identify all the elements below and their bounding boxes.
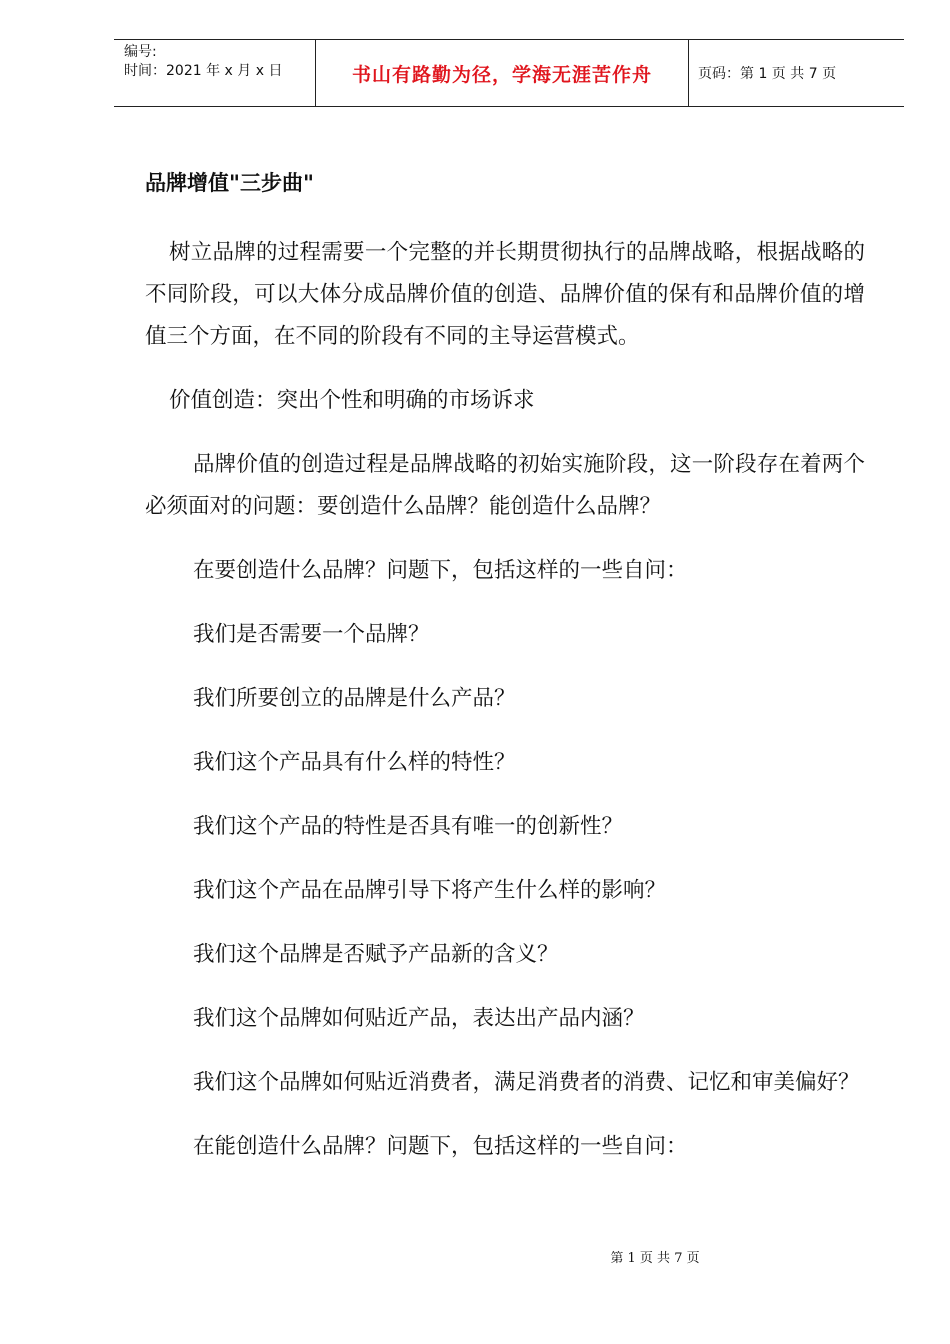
header-page-info: 页码：第 1 页 共 7 页 (698, 66, 837, 82)
number-label: 编号: (124, 44, 157, 60)
paragraph: 树立品牌的过程需要一个完整的并长期贯彻执行的品牌战略，根据战略的不同阶段，可以大体分成品牌价值的创造、品牌价值的保有和品牌价值的增值三个方面，在不同的阶段有不同的主导运营模式。 (145, 240, 865, 349)
question-item: 我们所要创立的品牌是什么产品？ (193, 686, 516, 711)
paragraph: 在能创造什么品牌？问题下，包括这样的一些自问： (193, 1134, 688, 1159)
section-heading: 价值创造：突出个性和明确的市场诉求 (169, 388, 535, 413)
document-body (145, 168, 865, 1168)
page-footer: 第 1 页 共 7 页 (610, 1251, 700, 1266)
question-item: 我们这个品牌是否赋予产品新的含义？ (193, 942, 559, 967)
question-item: 我们这个产品的特性是否具有唯一的创新性？ (193, 814, 624, 839)
question-item: 我们这个品牌如何贴近产品，表达出产品内涵？ (193, 1006, 645, 1031)
question-item: 我们这个品牌如何贴近消费者，满足消费者的消费、记忆和审美偏好？ (193, 1070, 860, 1095)
header-motto: 书山有路勤为径，学海无涯苦作舟 (315, 40, 689, 106)
document-title: 品牌增值"三步曲" (145, 171, 314, 195)
question-item: 我们是否需要一个品牌？ (193, 622, 430, 647)
question-item: 我们这个产品在品牌引导下将产生什么样的影响？ (193, 878, 667, 903)
header-meta (114, 40, 315, 106)
document-header (114, 39, 904, 107)
question-item: 我们这个产品具有什么样的特性？ (193, 750, 516, 775)
time-label: 时间：2021 年 x 月 x 日 (124, 63, 283, 79)
paragraph: 在要创造什么品牌？问题下，包括这样的一些自问： (193, 558, 688, 583)
paragraph: 品牌价值的创造过程是品牌战略的初始实施阶段，这一阶段存在着两个必须面对的问题：要创造什么品牌？能创造什么品牌？ (145, 452, 865, 519)
